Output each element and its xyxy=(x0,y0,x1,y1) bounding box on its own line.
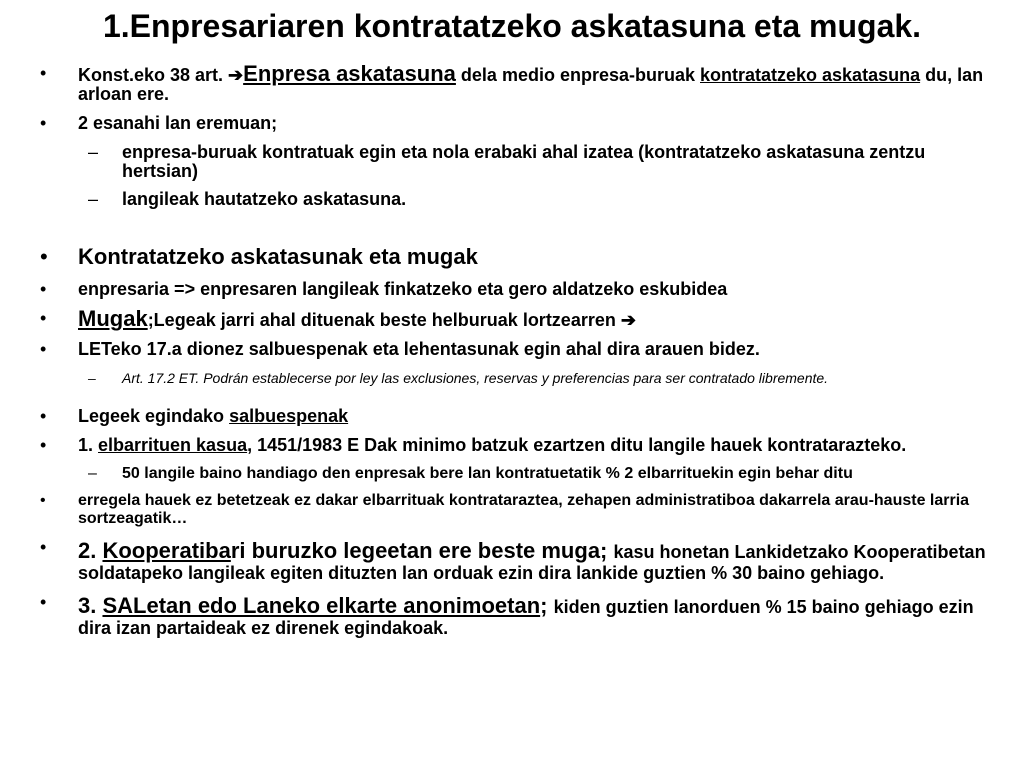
bullet-2-esanahi: • 2 esanahi lan eremuan; xyxy=(40,114,1000,133)
link-kontratatzeko-askatasuna[interactable]: kontratatzeko askatasuna xyxy=(700,65,921,85)
bullet-mugak: • Mugak;Legeak jarri ahal dituenak beste helburuak lortzearren ➔ xyxy=(40,309,1000,330)
bullet-salbuespenak: • Legeek egindako salbuespenak xyxy=(40,407,1000,426)
link-enpresa-askatasuna[interactable]: Enpresa askatasuna xyxy=(243,61,456,86)
link-salbuespenak[interactable]: salbuespenak xyxy=(229,406,349,426)
bullet-sal: • 3. SALetan edo Laneko elkarte anonimoetan; kiden guztien lanorduen % 15 baino gehiago ezin dira izan partaideak ez direnek egindakoak. xyxy=(40,593,1000,638)
bullet-konst-38: • Konst.eko 38 art. ➔Enpresa askatasuna dela medio enpresa-buruak kontratatzeko askatasuna du, lan arloan ere. xyxy=(40,64,1000,104)
section-heading-mugak: • Kontratatzeko askatasunak eta mugak xyxy=(40,244,1000,270)
link-sal[interactable]: SALetan edo Laneko elkarte anonimoetan xyxy=(102,593,541,618)
bullet-elbarrituen: • 1. elbarrituen kasua, 1451/1983 E Dak minimo batzuk ezartzen ditu langile hauek kontratarazteko. xyxy=(40,436,1000,455)
bullet-kooperatiba: • 2. Kooperatibari buruzko legeetan ere beste muga; kasu honetan Lankidetzako Kooperatibetan soldatapeko langileak egiten dituzten lan orduak ezin dira lankide guztien % 30 baino gehiago. xyxy=(40,538,1000,583)
slide-content xyxy=(40,61,1000,648)
bullet-erregela: • erregela hauek ez betetzeak ez dakar elbarrituak kontrataraztea, zehapen administratiboa dakarrela arau-hauste larria sortzeagatik… xyxy=(40,492,1000,528)
bullet-enpresaria: • enpresaria => enpresaren langileak finkatzeko eta gero aldatzeko eskubidea xyxy=(40,280,1000,299)
sub-bullet-hautatzeko: – langileak hautatzeko askatasuna. xyxy=(40,190,1000,209)
link-kooperatiba[interactable]: Kooperatiba xyxy=(102,538,231,563)
link-elbarrituen-kasua[interactable]: elbarrituen kasua xyxy=(98,435,248,455)
arrow-right-icon: ➔ xyxy=(620,310,636,330)
sub-bullet-kontratuak: – enpresa-buruak kontratuak egin eta nola erabaki ahal izatea (kontratatzeko askatasuna zentzu hertsian) xyxy=(40,143,1000,181)
arrow-right-icon: ➔ xyxy=(228,65,244,85)
link-mugak[interactable]: Mugak xyxy=(78,306,148,331)
sub-bullet-art-17-2: – Art. 17.2 ET. Podrán establecerse por ley las exclusiones, reservas y preferencias para ser contratado libremente. xyxy=(40,369,1000,388)
slide-title: 1.Enpresariaren kontratatzeko askatasuna eta mugak. xyxy=(102,8,922,44)
sub-bullet-50-langile: – 50 langile baino handiago den enpresak bere lan kontratuetatik % 2 elbarrituekin egin behar ditu xyxy=(40,465,1000,483)
bullet-leteko: • LETeko 17.a dionez salbuespenak eta lehentasunak egin ahal dira arauen bidez. xyxy=(40,340,1000,359)
